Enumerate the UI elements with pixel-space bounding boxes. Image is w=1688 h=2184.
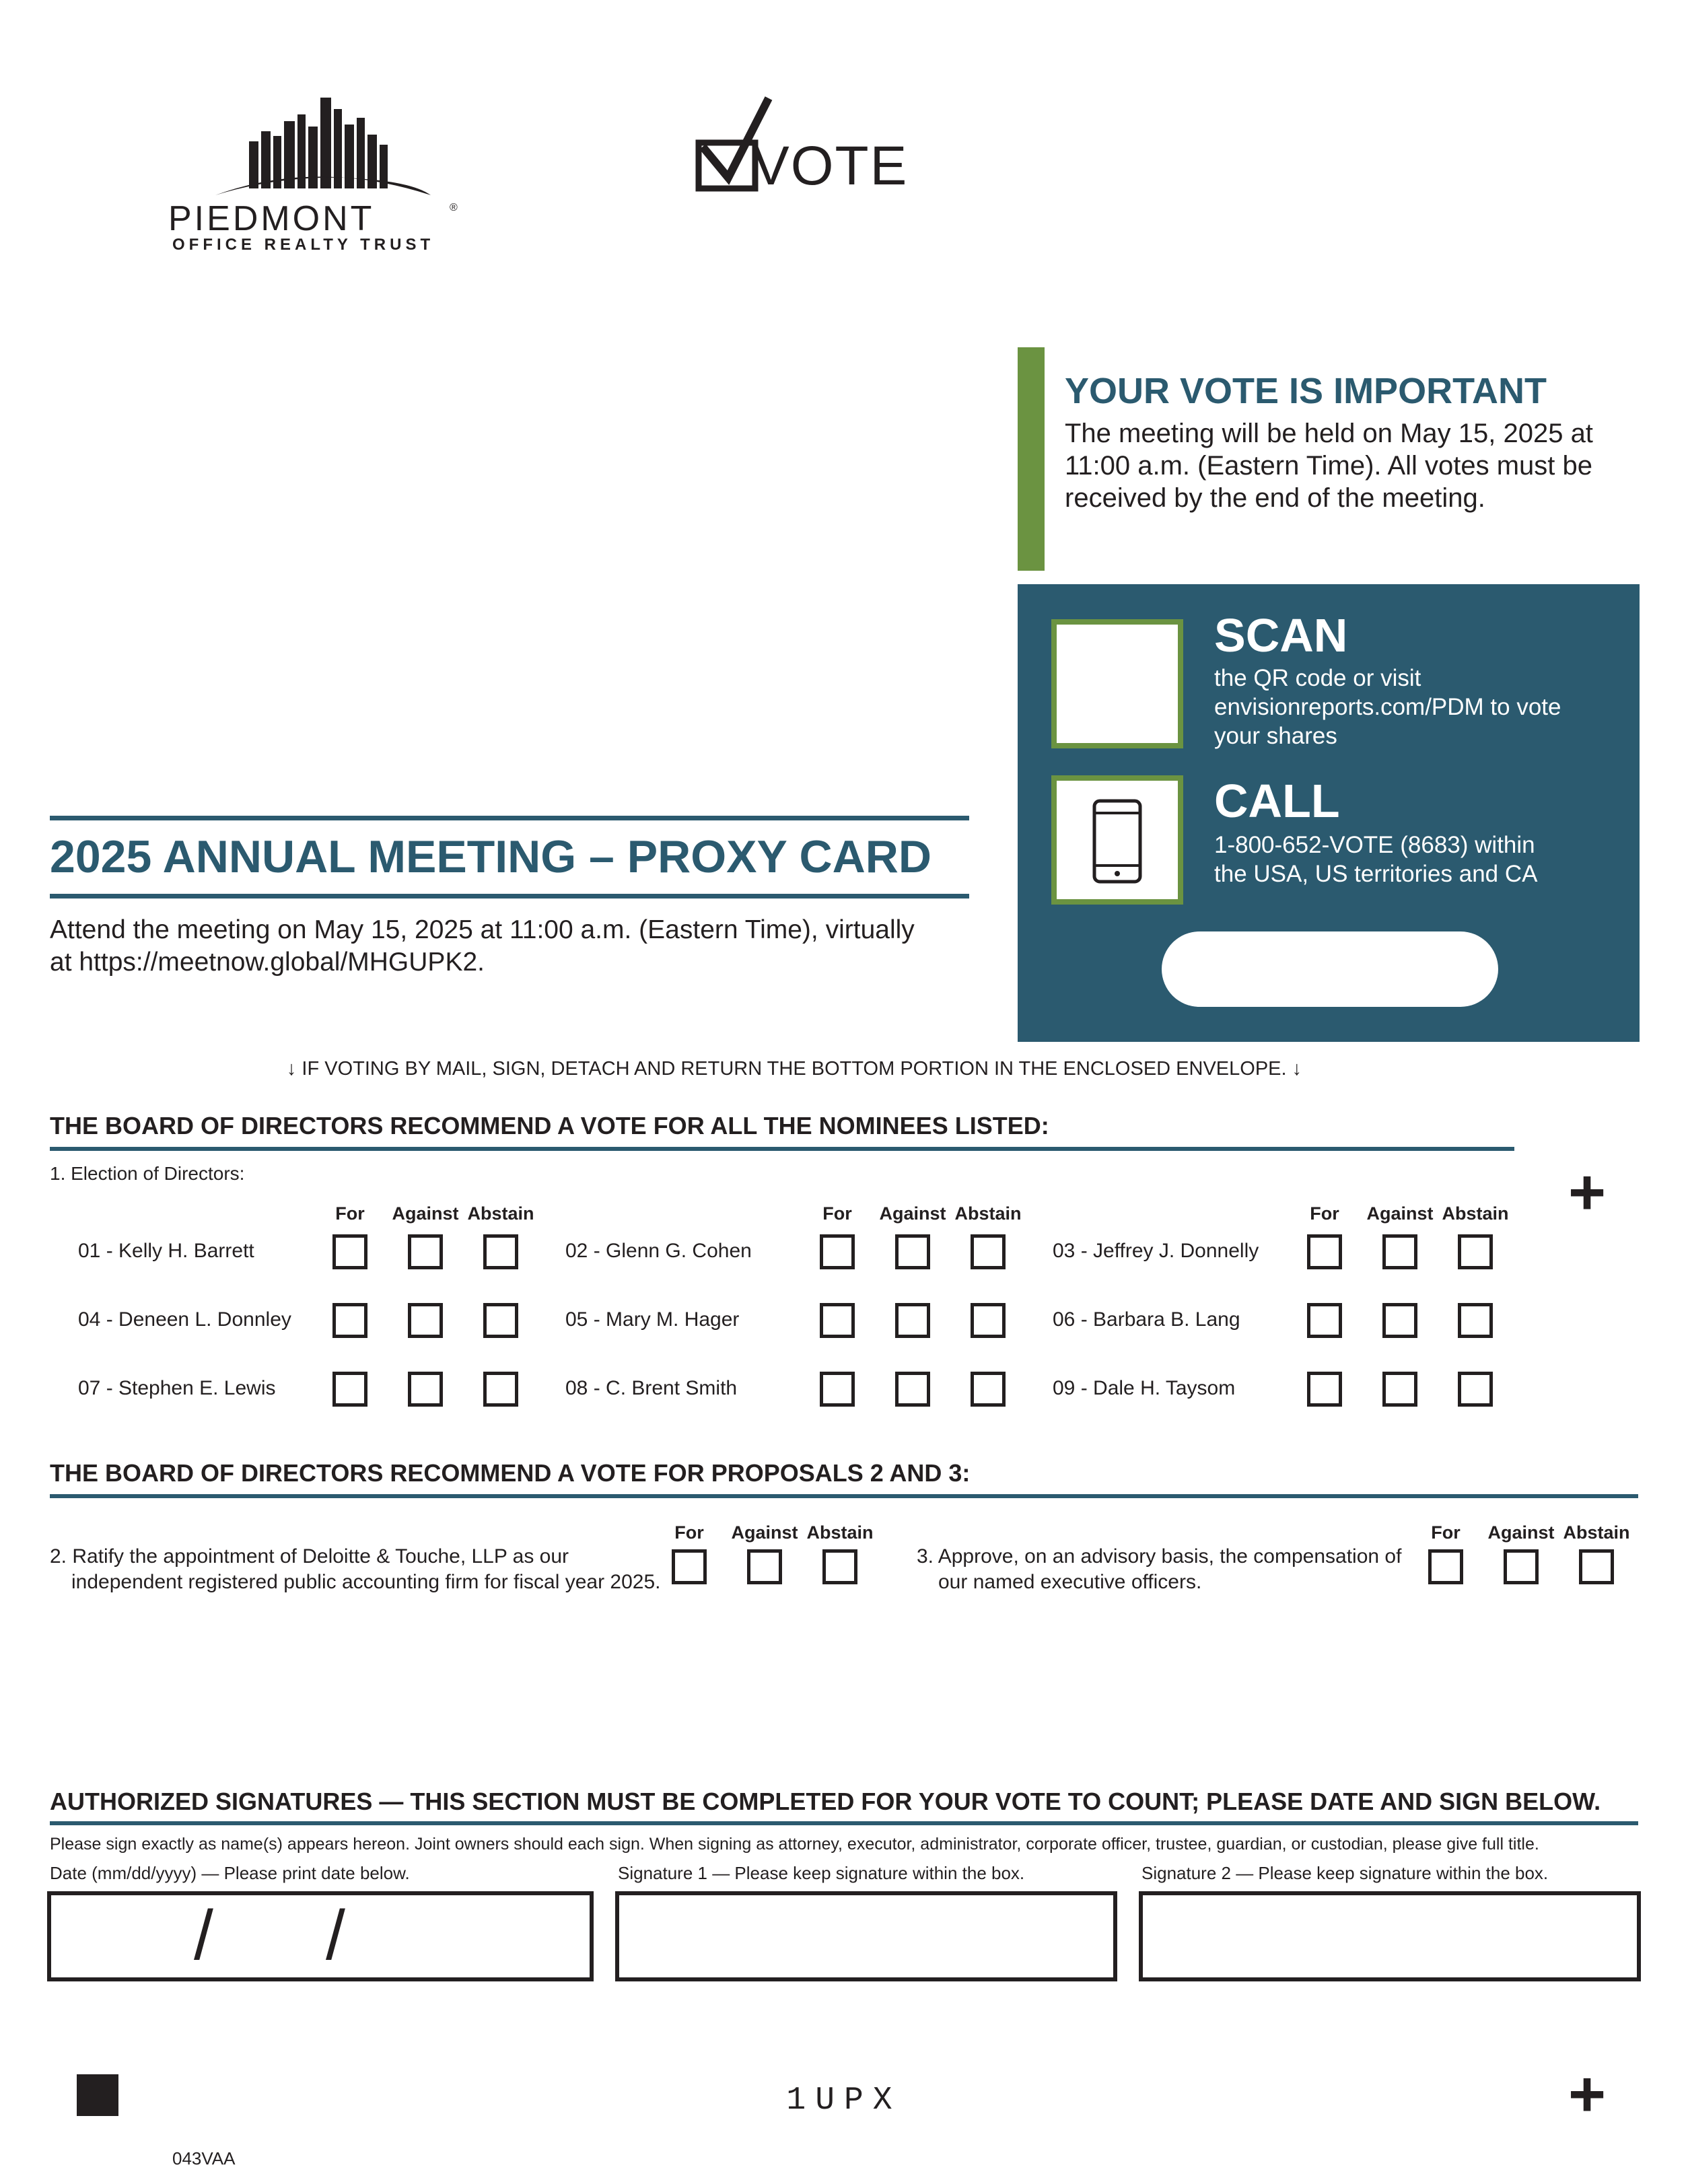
proposal-3-column-header: Abstain bbox=[1563, 1522, 1630, 1543]
nominee-name: 08 - C. Brent Smith bbox=[565, 1377, 738, 1399]
nominee-name: 06 - Barbara B. Lang bbox=[1053, 1308, 1240, 1331]
proposal-3-text bbox=[917, 1544, 1401, 1595]
date-label: Date (mm/dd/yyyy) — Please print date below. bbox=[50, 1863, 410, 1883]
proposals-heading: THE BOARD OF DIRECTORS RECOMMEND A VOTE FOR PROPOSALS 2 AND 3: bbox=[50, 1459, 971, 1487]
vote-checkbox-against[interactable] bbox=[1382, 1372, 1417, 1407]
important-line: received by the end of the meeting. bbox=[1065, 483, 1485, 513]
vote-column-header: For bbox=[1310, 1203, 1339, 1224]
scan-title: SCAN bbox=[1214, 609, 1348, 662]
proposal-3-column-header: Against bbox=[1487, 1522, 1555, 1543]
vote-checkbox-abstain[interactable] bbox=[1458, 1234, 1493, 1269]
call-line: 1-800-652-VOTE (8683) within bbox=[1214, 832, 1535, 858]
directors-rule bbox=[50, 1147, 1514, 1151]
nominee-name: 02 - Glenn G. Cohen bbox=[565, 1240, 752, 1262]
proposal-3-checkbox-abstain[interactable] bbox=[1579, 1549, 1614, 1584]
title-rule-bottom bbox=[50, 894, 969, 899]
vote-checkbox-abstain[interactable] bbox=[483, 1303, 518, 1338]
signature-2-label: Signature 2 — Please keep signature within the box. bbox=[1141, 1863, 1549, 1883]
vote-checkbox-for[interactable] bbox=[820, 1234, 855, 1269]
important-title: YOUR VOTE IS IMPORTANT bbox=[1065, 371, 1547, 411]
date-separator: / bbox=[326, 1897, 345, 1975]
piedmont-logo bbox=[168, 94, 464, 256]
attend-line: at https://meetnow.global/MHGUPK2. bbox=[50, 948, 485, 977]
vote-checkbox-abstain[interactable] bbox=[971, 1372, 1006, 1407]
vote-checkbox-for[interactable] bbox=[1307, 1372, 1342, 1407]
vote-checkbox-for[interactable] bbox=[332, 1372, 367, 1407]
date-field[interactable] bbox=[47, 1891, 594, 1981]
vote-column-header: Against bbox=[879, 1203, 946, 1224]
directors-heading: THE BOARD OF DIRECTORS RECOMMEND A VOTE FOR ALL THE NOMINEES LISTED: bbox=[50, 1112, 1049, 1139]
important-text bbox=[1065, 417, 1593, 514]
vote-logo bbox=[693, 94, 909, 202]
vote-checkbox-abstain[interactable] bbox=[483, 1234, 518, 1269]
vote-checkbox-against[interactable] bbox=[1382, 1303, 1417, 1338]
proposal-2-line: 2. Ratify the appointment of Deloitte & Touche, LLP as our bbox=[50, 1545, 569, 1567]
important-line: 11:00 a.m. (Eastern Time). All votes must be bbox=[1065, 451, 1593, 481]
important-line: The meeting will be held on May 15, 2025 at bbox=[1065, 419, 1593, 448]
nominee-name: 07 - Stephen E. Lewis bbox=[78, 1377, 276, 1399]
proposal-2-checkbox-abstain[interactable] bbox=[822, 1549, 857, 1584]
proposal-2-text bbox=[50, 1544, 661, 1595]
signatures-heading: AUTHORIZED SIGNATURES — THIS SECTION MUST BE COMPLETED FOR YOUR VOTE TO COUNT; PLEASE DATE AND SIGN BELOW. bbox=[50, 1788, 1601, 1815]
vote-column-header: For bbox=[822, 1203, 852, 1224]
phone-box bbox=[1051, 775, 1183, 905]
plus-mark: + bbox=[1568, 2058, 1607, 2130]
vote-checkbox-abstain[interactable] bbox=[971, 1234, 1006, 1269]
call-text bbox=[1214, 831, 1537, 888]
proposals-rule bbox=[50, 1494, 1638, 1498]
vote-column-header: Abstain bbox=[1442, 1203, 1509, 1224]
registered-mark: ® bbox=[450, 202, 458, 213]
vote-checkbox-for[interactable] bbox=[1307, 1303, 1342, 1338]
scan-line: the QR code or visit bbox=[1214, 665, 1421, 691]
nominee-name: 04 - Deneen L. Donnley bbox=[78, 1308, 291, 1331]
signature-1-label: Signature 1 — Please keep signature within the box. bbox=[618, 1863, 1025, 1883]
proposal-3-column-header: For bbox=[1431, 1522, 1461, 1543]
code-pill bbox=[1162, 931, 1498, 1007]
vote-checkbox-against[interactable] bbox=[895, 1372, 930, 1407]
proposal-2-checkbox-for[interactable] bbox=[672, 1549, 707, 1584]
voting-methods-panel bbox=[1018, 584, 1640, 1042]
logo-subtitle: OFFICE REALTY TRUST bbox=[172, 236, 435, 254]
call-line: the USA, US territories and CA bbox=[1214, 861, 1538, 887]
vote-checkbox-against[interactable] bbox=[408, 1234, 443, 1269]
plus-mark: + bbox=[1568, 1156, 1607, 1228]
vote-column-header: Against bbox=[1366, 1203, 1434, 1224]
vote-checkbox-against[interactable] bbox=[408, 1372, 443, 1407]
attend-line: Attend the meeting on May 15, 2025 at 11:00 a.m. (Eastern Time), virtually bbox=[50, 915, 915, 944]
proposal-2-column-header: For bbox=[674, 1522, 704, 1543]
detach-instructions: ↓ IF VOTING BY MAIL, SIGN, DETACH AND RETURN THE BOTTOM PORTION IN THE ENCLOSED ENVELOPE. ↓ bbox=[286, 1058, 1302, 1080]
scan-line: envisionreports.com/PDM to vote bbox=[1214, 694, 1561, 720]
signature-2-field[interactable] bbox=[1139, 1891, 1641, 1981]
nominee-name: 01 - Kelly H. Barrett bbox=[78, 1240, 254, 1262]
accent-bar bbox=[1018, 347, 1045, 571]
call-title: CALL bbox=[1214, 775, 1340, 827]
proposal-3-line: our named executive officers. bbox=[938, 1571, 1202, 1593]
vote-checkbox-abstain[interactable] bbox=[483, 1372, 518, 1407]
vote-checkbox-for[interactable] bbox=[332, 1234, 367, 1269]
title-rule-top bbox=[50, 816, 969, 820]
skyline-icon bbox=[209, 94, 451, 202]
vote-column-header: For bbox=[335, 1203, 365, 1224]
nominee-name: 05 - Mary M. Hager bbox=[565, 1308, 740, 1331]
proposal-2-column-header: Against bbox=[731, 1522, 798, 1543]
proposal-2-column-header: Abstain bbox=[806, 1522, 874, 1543]
vote-checkbox-against[interactable] bbox=[408, 1303, 443, 1338]
nominee-name: 03 - Jeffrey J. Donnelly bbox=[1053, 1240, 1259, 1262]
vote-checkbox-for[interactable] bbox=[332, 1303, 367, 1338]
vote-checkbox-abstain[interactable] bbox=[1458, 1372, 1493, 1407]
vote-checkbox-abstain[interactable] bbox=[971, 1303, 1006, 1338]
signature-1-field[interactable] bbox=[615, 1891, 1117, 1981]
vote-column-header: Abstain bbox=[954, 1203, 1022, 1224]
proposal-2-line: independent registered public accounting firm for fiscal year 2025. bbox=[71, 1571, 661, 1593]
proposal-2-checkbox-against[interactable] bbox=[747, 1549, 782, 1584]
signatures-rule bbox=[50, 1821, 1638, 1825]
proposal-3-checkbox-against[interactable] bbox=[1504, 1549, 1539, 1584]
logo-name: PIEDMONT bbox=[168, 199, 375, 238]
scan-line: your shares bbox=[1214, 723, 1337, 749]
phone-icon bbox=[1090, 798, 1144, 884]
scan-text bbox=[1214, 664, 1561, 750]
vote-column-header: Abstain bbox=[467, 1203, 534, 1224]
election-label: 1. Election of Directors: bbox=[50, 1163, 245, 1184]
vote-checkbox-for[interactable] bbox=[1307, 1234, 1342, 1269]
attend-text bbox=[50, 914, 915, 979]
nominee-name: 09 - Dale H. Taysom bbox=[1053, 1377, 1236, 1399]
vote-checkbox-against[interactable] bbox=[1382, 1234, 1417, 1269]
form-code: 043VAA bbox=[172, 2148, 236, 2169]
date-separator: / bbox=[194, 1897, 213, 1975]
vote-text: VOTE bbox=[752, 135, 909, 197]
vote-checkbox-for[interactable] bbox=[820, 1372, 855, 1407]
qr-code-box bbox=[1051, 619, 1183, 748]
proxy-card-title: 2025 ANNUAL MEETING – PROXY CARD bbox=[50, 831, 931, 882]
vote-checkbox-against[interactable] bbox=[895, 1234, 930, 1269]
signing-instructions: Please sign exactly as name(s) appears hereon. Joint owners should each sign. When signing as attorney, executor, administrator, corporate officer, trustee, guardian, or custodian, please give full title. bbox=[50, 1835, 1539, 1854]
vote-column-header: Against bbox=[392, 1203, 459, 1224]
proposal-3-line: 3. Approve, on an advisory basis, the compensation of bbox=[917, 1545, 1402, 1567]
proposal-3-checkbox-for[interactable] bbox=[1428, 1549, 1463, 1584]
form-id-code: 1UPX bbox=[786, 2082, 902, 2119]
vote-checkbox-against[interactable] bbox=[895, 1303, 930, 1338]
vote-checkbox-abstain[interactable] bbox=[1458, 1303, 1493, 1338]
vote-checkbox-for[interactable] bbox=[820, 1303, 855, 1338]
